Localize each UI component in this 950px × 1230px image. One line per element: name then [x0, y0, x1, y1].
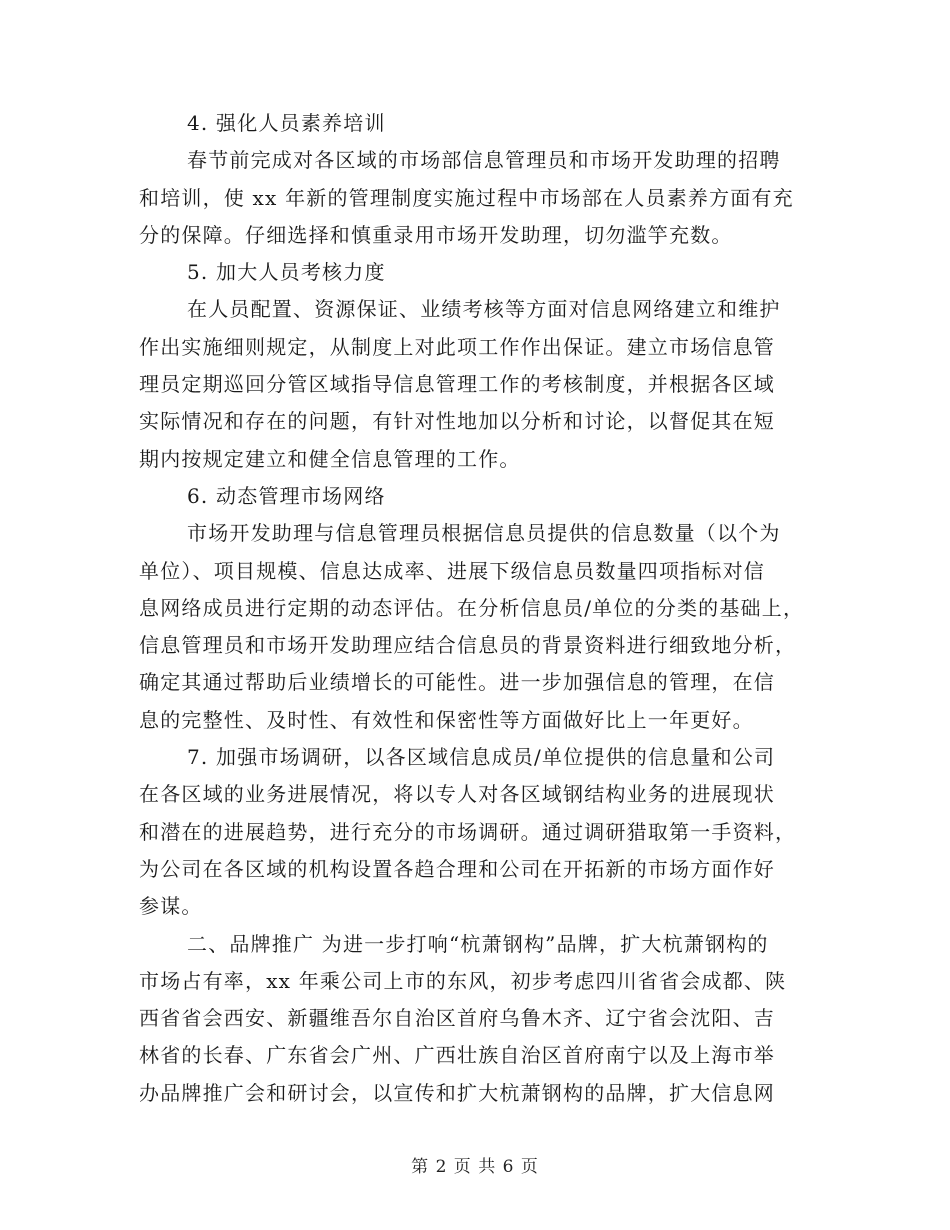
text-line: 作出实施细则规定，从制度上对此项工作作出保证。建立市场信息管	[139, 334, 775, 359]
text-line: 参谋。	[139, 894, 203, 919]
text-line: 期内按规定建立和健全信息管理的工作。	[139, 446, 521, 471]
text-line: 和培训，使 xx 年新的管理制度实施过程中市场部在人员素养方面有充	[139, 185, 794, 210]
text-line: 分的保障。仔细选择和慎重录用市场开发助理，切勿滥竽充数。	[139, 222, 733, 247]
text-line: 林省的长春、广东省会广州、广西壮族自治区首府南宁以及上海市举	[139, 1043, 775, 1068]
text-line: 4. 强化人员素养培训	[187, 111, 386, 135]
text-line: 信息管理员和市场开发助理应结合信息员的背景资料进行细致地分析，	[139, 633, 797, 658]
page-footer: 第 2 页 共 6 页	[411, 1157, 539, 1177]
text-line: 市场占有率，xx 年乘公司上市的东风，初步考虑四川省省会成都、陕	[139, 968, 787, 993]
text-line: 在各区域的业务进展情况，将以专人对各区域钢结构业务的进展现状	[139, 782, 775, 807]
text-line: 办品牌推广会和研讨会，以宣传和扩大杭萧钢构的品牌，扩大信息网	[139, 1080, 775, 1105]
text-line: 理员定期巡回分管区域指导信息管理工作的考核制度，并根据各区域	[139, 372, 775, 397]
text-line: 二、品牌推广 为进一步打响“杭萧钢构”品牌，扩大杭萧钢构的	[187, 931, 769, 956]
text-line: 市场开发助理与信息管理员根据信息员提供的信息数量（以个为	[187, 521, 781, 546]
text-line: 为公司在各区域的机构设置各趋合理和公司在开拓新的市场方面作好	[139, 856, 775, 881]
text-line: 在人员配置、资源保证、业绩考核等方面对信息网络建立和维护	[187, 297, 781, 322]
text-line: 5. 加大人员考核力度	[187, 260, 386, 285]
text-line: 7. 加强市场调研，以各区域信息成员/单位提供的信息量和公司	[187, 745, 776, 770]
text-line: 西省省会西安、新疆维吾尔自治区首府乌鲁木齐、辽宁省会沈阳、吉	[139, 1006, 775, 1031]
text-line: 确定其通过帮助后业绩增长的可能性。进一步加强信息的管理，在信	[139, 670, 775, 695]
text-line: 和潜在的进展趋势，进行充分的市场调研。通过调研猎取第一手资料，	[139, 819, 797, 844]
text-line: 春节前完成对各区域的市场部信息管理员和市场开发助理的招聘	[187, 148, 781, 173]
document-body	[139, 105, 815, 1112]
text-line: 单位）、项目规模、信息达成率、进展下级信息员数量四项指标对信	[139, 558, 765, 583]
text-line: 息网络成员进行定期的动态评估。在分析信息员/单位的分类的基础上，	[139, 595, 805, 620]
text-line: 息的完整性、及时性、有效性和保密性等方面做好比上一年更好。	[139, 707, 754, 732]
text-line: 6. 动态管理市场网络	[187, 483, 386, 508]
text-line: 实际情况和存在的问题，有针对性地加以分析和讨论，以督促其在短	[139, 409, 775, 434]
